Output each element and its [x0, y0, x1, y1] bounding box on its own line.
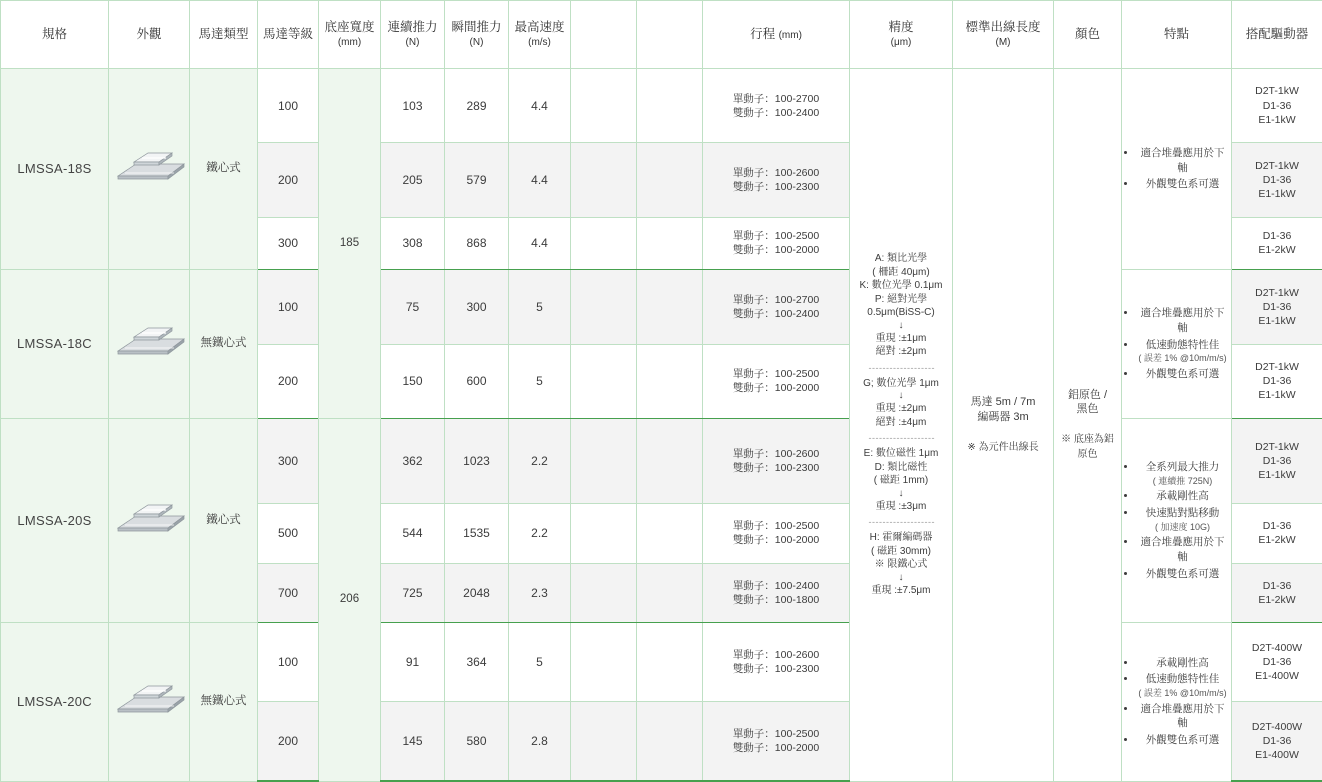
arrow-down-icon: ↓ [898, 487, 904, 499]
max-speed: 2.8 [509, 701, 571, 781]
accuracy-detail: A: 類比光學 ( 柵距 40μm) K: 數位光學 0.1μm P: 絕對光學 0.5μm(BiSS-C) ↓ 重現 :±1μm 絕對 :±2μm - - - - - - - - - - - - - - - - - - - G; 數位光學 1μm ↓ 重現 :±2μm 絕對 :±4μm - - - - - - - - - - - - - - - - - - - E: 數位磁性 1μm D: 類比磁性 ( 磁距 1mm) ↓ 重現 :±3μm - - - - - - - - - - - - - - - - - - - H: 霍爾編碼器 ( 磁距 30mm) ※ 限鐵心式 ↓ 重現 :±7.5μm [850, 69, 953, 782]
header-max-speed: 最高速度 (m/s) [509, 1, 571, 69]
blank-cell-1 [571, 217, 637, 269]
table-row [1, 69, 1322, 143]
peak-force: 2048 [445, 563, 509, 623]
max-speed: 5 [509, 623, 571, 702]
list-item: • 適合堆疊應用於下軸 [1137, 306, 1228, 335]
matching-driver: D1-36 E1-2kW [1232, 217, 1322, 269]
continuous-force: 150 [381, 344, 445, 418]
continuous-force: 308 [381, 217, 445, 269]
matching-driver: D2T-1kW D1-36 E1-1kW [1232, 143, 1322, 217]
stroke-range: 單動子：100-2500 雙動子：100-2000 [703, 217, 850, 269]
model-label: LMSSA-18C [1, 270, 109, 419]
peak-force: 580 [445, 701, 509, 781]
continuous-force: 725 [381, 563, 445, 623]
features-list [1122, 623, 1232, 781]
max-speed: 5 [509, 270, 571, 344]
motor-grade: 500 [258, 503, 319, 563]
blank-cell-2 [637, 69, 703, 143]
peak-force: 579 [445, 143, 509, 217]
stroke-range: 單動子：100-2700 雙動子：100-2400 [703, 69, 850, 143]
color-options: 鋁原色 / 黑色 ※ 底座為鋁原色 [1054, 69, 1122, 782]
list-item: • 快速點對點移動 ( 加速度 10G) [1137, 506, 1228, 533]
appearance-image [109, 623, 190, 781]
peak-force: 289 [445, 69, 509, 143]
matching-driver: D2T-1kW D1-36 E1-1kW [1232, 270, 1322, 344]
header-color: 顏色 [1054, 1, 1122, 69]
blank-cell-1 [571, 418, 637, 503]
blank-cell-1 [571, 344, 637, 418]
arrow-down-icon: ↓ [898, 390, 904, 402]
stroke-range: 單動子：100-2500 雙動子：100-2000 [703, 701, 850, 781]
header-features: 特點 [1122, 1, 1232, 69]
blank-cell-2 [637, 503, 703, 563]
header-blank-2 [637, 1, 703, 69]
motor-type: 鐵心式 [190, 69, 258, 270]
header-blank-1 [571, 1, 637, 69]
model-label: LMSSA-20S [1, 418, 109, 622]
continuous-force: 205 [381, 143, 445, 217]
motor-grade: 100 [258, 623, 319, 702]
list-item: • 外觀雙色系可選 [1137, 177, 1228, 192]
max-speed: 4.4 [509, 217, 571, 269]
list-item: • 承載剛性高 [1137, 656, 1228, 671]
standard-cable-length: 馬達 5m / 7m 編碼器 3m ※ 為元件出線長 [953, 69, 1054, 782]
list-item: • 外觀雙色系可選 [1137, 733, 1228, 748]
model-label: LMSSA-18S [1, 69, 109, 270]
motor-grade: 100 [258, 69, 319, 143]
max-speed: 4.4 [509, 143, 571, 217]
list-item: • 外觀雙色系可選 [1137, 367, 1228, 382]
stroke-range: 單動子：100-2600 雙動子：100-2300 [703, 143, 850, 217]
max-speed: 4.4 [509, 69, 571, 143]
continuous-force: 544 [381, 503, 445, 563]
linear-motor-icon [112, 319, 190, 363]
motor-grade: 700 [258, 563, 319, 623]
peak-force: 1023 [445, 418, 509, 503]
motor-type: 無鐵心式 [190, 270, 258, 419]
base-width: 185 [319, 69, 381, 419]
matching-driver: D2T-1kW D1-36 E1-1kW [1232, 418, 1322, 503]
motor-grade: 200 [258, 344, 319, 418]
matching-driver: D2T-400W D1-36 E1-400W [1232, 623, 1322, 702]
matching-driver: D2T-1kW D1-36 E1-1kW [1232, 344, 1322, 418]
model-label: LMSSA-20C [1, 623, 109, 781]
list-item: • 低速動態特性佳 ( 誤差 1% @10m/m/s) [1137, 338, 1228, 365]
matching-driver: D2T-400W D1-36 E1-400W [1232, 701, 1322, 781]
max-speed: 2.2 [509, 503, 571, 563]
divider: - - - - - - - - - - - - - - - - - - - [868, 362, 934, 373]
appearance-image [109, 270, 190, 419]
header-stroke: 行程 (mm) [703, 1, 850, 69]
appearance-image [109, 418, 190, 622]
blank-cell-1 [571, 503, 637, 563]
blank-cell-2 [637, 623, 703, 702]
header-continuous-force: 連續推力 (N) [381, 1, 445, 69]
arrow-down-icon: ↓ [898, 319, 904, 331]
header-motor-grade: 馬達等級 [258, 1, 319, 69]
peak-force: 600 [445, 344, 509, 418]
features-list [1122, 418, 1232, 622]
arrow-down-icon: ↓ [898, 571, 904, 583]
stroke-range: 單動子：100-2700 雙動子：100-2400 [703, 270, 850, 344]
motor-type: 無鐵心式 [190, 623, 258, 781]
list-item: • 全系列最大推力 ( 連續推 725N) [1137, 460, 1228, 487]
stroke-range: 單動子：100-2400 雙動子：100-1800 [703, 563, 850, 623]
stroke-range: 單動子：100-2500 雙動子：100-2000 [703, 344, 850, 418]
max-speed: 2.2 [509, 418, 571, 503]
motor-grade: 100 [258, 270, 319, 344]
continuous-force: 362 [381, 418, 445, 503]
header-accuracy: 精度 (μm) [850, 1, 953, 69]
blank-cell-2 [637, 143, 703, 217]
blank-cell-2 [637, 418, 703, 503]
linear-motor-icon [112, 496, 190, 540]
appearance-image [109, 69, 190, 270]
motor-grade: 300 [258, 418, 319, 503]
list-item: • 承載剛性高 [1137, 489, 1228, 504]
blank-cell-2 [637, 217, 703, 269]
peak-force: 300 [445, 270, 509, 344]
list-item: • 適合堆疊應用於下軸 [1137, 535, 1228, 564]
features-list [1122, 69, 1232, 270]
header-standard-cable-length: 標準出線長度 (M) [953, 1, 1054, 69]
header-appearance: 外觀 [109, 1, 190, 69]
header-base-width: 底座寬度 (mm) [319, 1, 381, 69]
divider: - - - - - - - - - - - - - - - - - - - [868, 517, 934, 528]
peak-force: 1535 [445, 503, 509, 563]
blank-cell-1 [571, 563, 637, 623]
list-item: • 適合堆疊應用於下軸 [1137, 702, 1228, 731]
motor-grade: 200 [258, 701, 319, 781]
header-peak-force: 瞬間推力 (N) [445, 1, 509, 69]
linear-motor-icon [112, 144, 190, 188]
matching-driver: D2T-1kW D1-36 E1-1kW [1232, 69, 1322, 143]
stroke-range: 單動子：100-2600 雙動子：100-2300 [703, 418, 850, 503]
peak-force: 868 [445, 217, 509, 269]
blank-cell-2 [637, 563, 703, 623]
list-item: • 低速動態特性佳 ( 誤差 1% @10m/m/s) [1137, 672, 1228, 699]
features-list [1122, 270, 1232, 419]
stroke-range: 單動子：100-2600 雙動子：100-2300 [703, 623, 850, 702]
header-driver: 搭配驅動器 [1232, 1, 1322, 69]
table-row [1, 623, 1322, 702]
blank-cell-1 [571, 270, 637, 344]
header-spec: 規格 [1, 1, 109, 69]
divider: - - - - - - - - - - - - - - - - - - - [868, 433, 934, 444]
list-item: • 適合堆疊應用於下軸 [1137, 146, 1228, 175]
blank-cell-2 [637, 270, 703, 344]
peak-force: 364 [445, 623, 509, 702]
continuous-force: 91 [381, 623, 445, 702]
list-item: • 外觀雙色系可選 [1137, 567, 1228, 582]
blank-cell-2 [637, 701, 703, 781]
continuous-force: 75 [381, 270, 445, 344]
motor-grade: 300 [258, 217, 319, 269]
base-width: 206 [319, 418, 381, 781]
blank-cell-1 [571, 143, 637, 217]
header-motor-type: 馬達類型 [190, 1, 258, 69]
table-row [1, 270, 1322, 344]
motor-type: 鐵心式 [190, 418, 258, 622]
linear-motor-icon [112, 677, 190, 721]
matching-driver: D1-36 E1-2kW [1232, 503, 1322, 563]
max-speed: 2.3 [509, 563, 571, 623]
max-speed: 5 [509, 344, 571, 418]
blank-cell-2 [637, 344, 703, 418]
continuous-force: 145 [381, 701, 445, 781]
table-header-row [1, 1, 1322, 69]
blank-cell-1 [571, 701, 637, 781]
blank-cell-1 [571, 623, 637, 702]
matching-driver: D1-36 E1-2kW [1232, 563, 1322, 623]
motor-grade: 200 [258, 143, 319, 217]
continuous-force: 103 [381, 69, 445, 143]
stroke-range: 單動子：100-2500 雙動子：100-2000 [703, 503, 850, 563]
table-row [1, 418, 1322, 503]
blank-cell-1 [571, 69, 637, 143]
